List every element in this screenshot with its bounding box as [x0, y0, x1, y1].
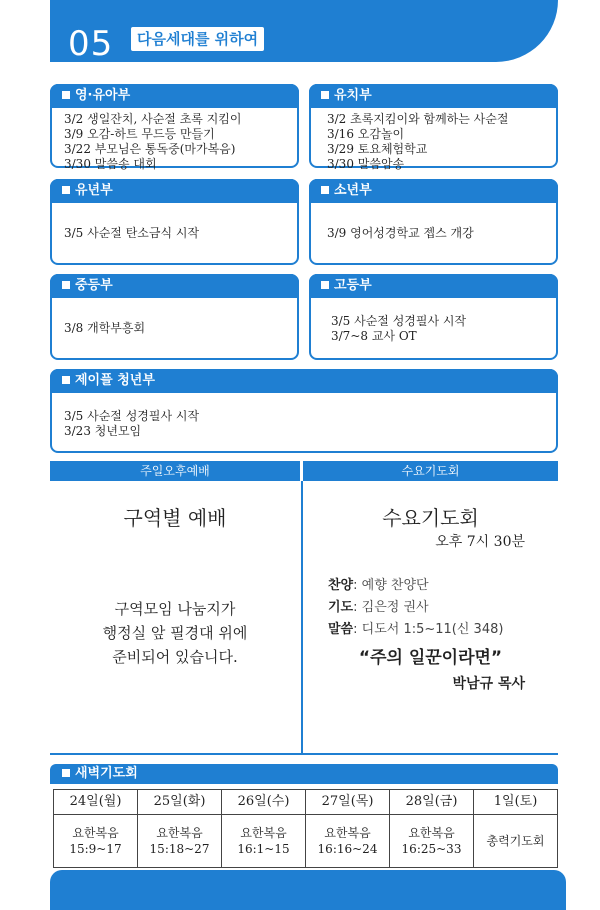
reading-cell	[138, 815, 222, 868]
ministry-infant-header	[50, 84, 299, 108]
reading-verse: 15:9~17	[69, 842, 122, 856]
reading-cell	[474, 815, 558, 868]
day-cell: 27일(목)	[306, 790, 390, 815]
day-cell: 28일(금)	[390, 790, 474, 815]
wednesday-details	[328, 575, 503, 641]
square-icon	[321, 281, 329, 289]
reading-book: 요한복음	[72, 826, 119, 840]
reading-book: 요한복음	[408, 826, 455, 840]
day-cell: 24일(월)	[54, 790, 138, 815]
sunday-afternoon-notice	[50, 597, 300, 669]
ministry-youth-schedule	[64, 409, 199, 439]
list-item: 3/9 영어성경학교 젭스 개강	[327, 226, 474, 240]
list-item: 3/5 사순절 탄소금식 시작	[64, 226, 200, 240]
word-label: 말씀	[328, 622, 354, 637]
section-number: 05	[68, 24, 114, 64]
square-icon	[62, 91, 70, 99]
ministry-juniors-title: 소년부	[334, 183, 372, 198]
square-icon	[62, 186, 70, 194]
ministry-juniors-header	[309, 179, 558, 203]
square-icon	[62, 281, 70, 289]
dawn-schedule-table	[53, 789, 558, 868]
reading-cell	[306, 815, 390, 868]
list-item: 3/22 부모님은 통독중(마가복음)	[64, 142, 236, 156]
section-header	[50, 0, 558, 62]
list-item: 3/30 말씀송 대회	[64, 157, 157, 171]
reading-verse: 16:16~24	[317, 842, 378, 856]
list-item: 3/23 청년모임	[64, 424, 142, 438]
reading-cell	[222, 815, 306, 868]
wednesday-header: 수요기도회	[303, 461, 558, 481]
ministry-children-header	[50, 179, 299, 203]
list-item: 3/7~8 교사 OT	[331, 329, 417, 343]
table-row	[54, 815, 558, 868]
ministry-children-schedule	[64, 226, 199, 241]
dawn-title: 새벽기도회	[75, 766, 138, 781]
ministry-high-schedule	[331, 314, 466, 344]
sermon-title: “주의 일꾼이라면”	[358, 648, 503, 668]
prayer-row	[328, 597, 503, 619]
sunday-afternoon-title: 구역별 예배	[123, 506, 227, 530]
list-item: 3/9 오감-하트 무드등 만들기	[64, 127, 215, 141]
list-item: 3/30 말씀암송	[327, 157, 405, 171]
square-icon	[321, 91, 329, 99]
ministry-high	[309, 274, 558, 360]
ministry-kinder-title: 유치부	[334, 88, 372, 103]
ministry-juniors-schedule	[327, 226, 474, 241]
ministry-middle-schedule	[64, 321, 145, 336]
praise-label: 찬양	[328, 578, 354, 593]
square-icon	[62, 376, 70, 384]
list-item: 3/16 오감놀이	[327, 127, 405, 141]
ministry-juniors	[309, 179, 558, 265]
ministry-youth-header	[50, 369, 558, 393]
reading-verse: 16:1~15	[237, 842, 290, 856]
ministry-children-title: 유년부	[75, 183, 113, 198]
list-item: 3/29 토요체험학교	[327, 142, 428, 156]
wednesday-time: 오후 7시 30분	[435, 534, 525, 550]
ministry-infant-title: 영·유아부	[75, 88, 131, 103]
reading-verse: 16:25~33	[401, 842, 462, 856]
wednesday-title: 수요기도회	[382, 506, 479, 530]
preacher: 박남규 목사	[452, 676, 525, 692]
prayer-value: : 김은정 권사	[353, 600, 429, 615]
reading-cell	[390, 815, 474, 868]
reading-book: 요한복음	[324, 826, 371, 840]
reading-book: 요한복음	[156, 826, 203, 840]
dawn-header	[50, 764, 558, 784]
ministry-kinder-schedule	[327, 112, 508, 172]
ministry-infant-schedule	[64, 112, 242, 172]
reading-book: 총력기도회	[486, 834, 545, 848]
sunday-afternoon-header: 주일오후예배	[50, 461, 300, 481]
reading-verse: 15:18~27	[149, 842, 210, 856]
day-cell: 26일(수)	[222, 790, 306, 815]
list-item: 3/5 사순절 성경필사 시작	[64, 409, 200, 423]
ministry-infant	[50, 84, 299, 171]
list-item: 3/2 초록지킴이와 함께하는 사순절	[327, 112, 509, 126]
table-row	[54, 790, 558, 815]
reading-book: 요한복음	[240, 826, 287, 840]
notice-line: 행정실 앞 필경대 위에	[102, 624, 248, 642]
list-item: 3/2 생일잔치, 사순절 초록 지킴이	[64, 112, 242, 126]
prayer-label: 기도	[328, 600, 354, 615]
ministry-middle-header	[50, 274, 299, 298]
square-icon	[321, 186, 329, 194]
word-value: : 디도서 1:5~11(신 348)	[353, 622, 504, 637]
section-divider	[50, 753, 558, 755]
ministry-children	[50, 179, 299, 265]
ministry-middle	[50, 274, 299, 360]
footer-bar	[50, 870, 566, 910]
reading-cell	[54, 815, 138, 868]
ministry-high-header	[309, 274, 558, 298]
square-icon	[62, 769, 70, 777]
ministry-kinder-header	[309, 84, 558, 108]
day-cell: 1일(토)	[474, 790, 558, 815]
section-title: 다음세대를 위하여	[131, 27, 264, 51]
ministry-middle-title: 중등부	[75, 278, 113, 293]
ministry-youth-title: 제이플 청년부	[75, 373, 155, 388]
praise-value: : 예향 찬양단	[353, 578, 429, 593]
day-cell: 25일(화)	[138, 790, 222, 815]
ministry-high-title: 고등부	[334, 278, 372, 293]
notice-line: 구역모임 나눔지가	[114, 600, 236, 618]
notice-line: 준비되어 있습니다.	[112, 648, 238, 666]
list-item: 3/5 사순절 성경필사 시작	[331, 314, 467, 328]
ministry-youth	[50, 369, 558, 453]
list-item: 3/8 개학부흥회	[64, 321, 146, 335]
praise-row	[328, 575, 503, 597]
word-row	[328, 619, 503, 641]
ministry-kinder	[309, 84, 558, 171]
